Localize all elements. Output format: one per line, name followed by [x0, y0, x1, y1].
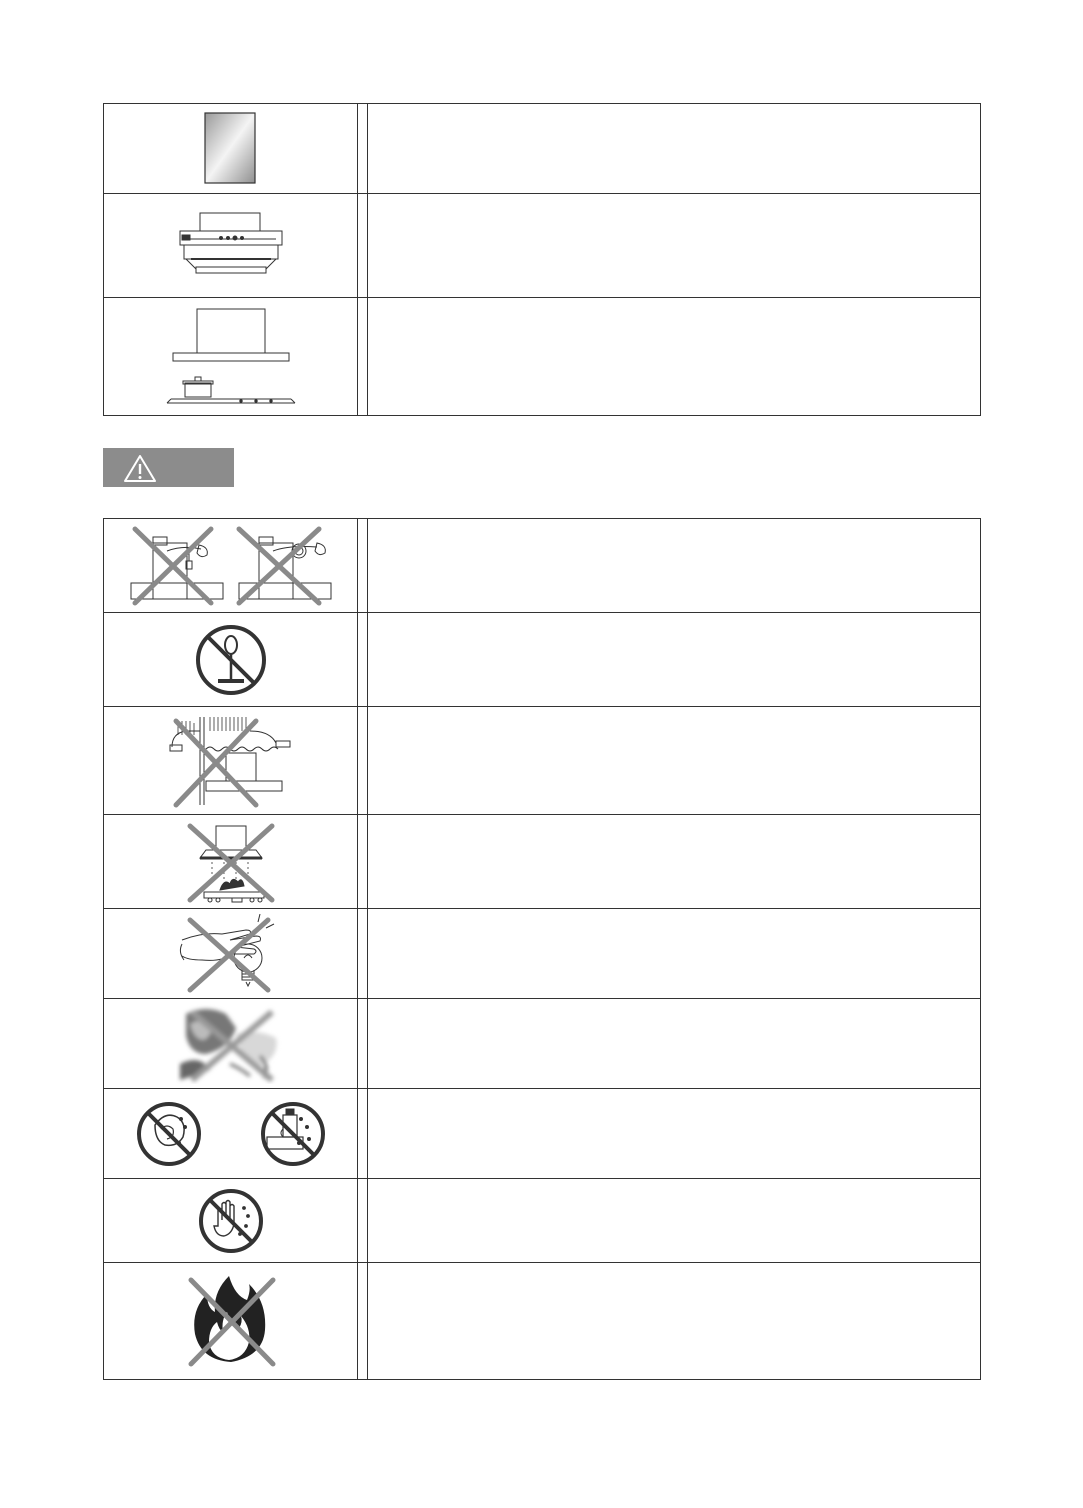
no-wet-hands-icon — [176, 1004, 286, 1084]
table-row — [104, 999, 980, 1089]
no-open-flame-under-hood-icon — [176, 820, 286, 904]
table-row — [104, 519, 980, 613]
no-improper-exhaust-icon — [113, 523, 349, 609]
table-row — [104, 707, 980, 815]
bottom-table — [103, 518, 981, 1380]
table-row — [104, 104, 980, 194]
warning-triangle-icon — [103, 453, 157, 483]
image-cell — [104, 999, 358, 1088]
no-water-spray-icon — [131, 1099, 331, 1169]
image-cell — [104, 1263, 358, 1379]
table-row — [104, 194, 980, 298]
image-cell — [104, 707, 358, 814]
row-text — [368, 707, 980, 814]
no-disassembly-icon — [194, 623, 268, 697]
table-row — [104, 1089, 980, 1179]
warning-banner — [103, 448, 234, 487]
table-row — [104, 1263, 980, 1379]
row-text — [368, 104, 980, 193]
gap-cell — [358, 707, 368, 814]
no-shared-duct-icon — [166, 713, 296, 809]
row-text — [368, 1089, 980, 1178]
no-wet-hand-touch-icon — [196, 1186, 266, 1256]
no-flambe-icon — [181, 1272, 281, 1370]
image-cell — [104, 1179, 358, 1262]
gap-cell — [358, 104, 368, 193]
no-touch-hot-lamp-icon — [176, 914, 286, 994]
image-cell — [104, 519, 358, 612]
gap-cell — [358, 298, 368, 415]
row-text — [368, 519, 980, 612]
image-cell — [104, 613, 358, 706]
gap-cell — [358, 519, 368, 612]
gap-cell — [358, 815, 368, 908]
table-row — [104, 1179, 980, 1263]
row-text — [368, 194, 980, 297]
gap-cell — [358, 194, 368, 297]
table-row — [104, 815, 980, 909]
row-text — [368, 613, 980, 706]
row-text — [368, 1179, 980, 1262]
range-hood-front-icon — [166, 211, 296, 281]
row-text — [368, 999, 980, 1088]
image-cell — [104, 194, 358, 297]
gap-cell — [358, 909, 368, 998]
table-row — [104, 909, 980, 999]
table-row — [104, 613, 980, 707]
image-cell — [104, 1089, 358, 1178]
top-table — [103, 103, 981, 416]
row-text — [368, 815, 980, 908]
image-cell — [104, 104, 358, 193]
row-text — [368, 298, 980, 415]
row-text — [368, 909, 980, 998]
row-text — [368, 1263, 980, 1379]
gap-cell — [358, 999, 368, 1088]
image-cell — [104, 298, 358, 415]
gap-cell — [358, 1179, 368, 1262]
hood-above-hob-icon — [161, 307, 301, 407]
image-cell — [104, 909, 358, 998]
gap-cell — [358, 613, 368, 706]
image-cell — [104, 815, 358, 908]
gap-cell — [358, 1089, 368, 1178]
glossy-panel-icon — [201, 111, 261, 187]
gap-cell — [358, 1263, 368, 1379]
table-row — [104, 298, 980, 415]
